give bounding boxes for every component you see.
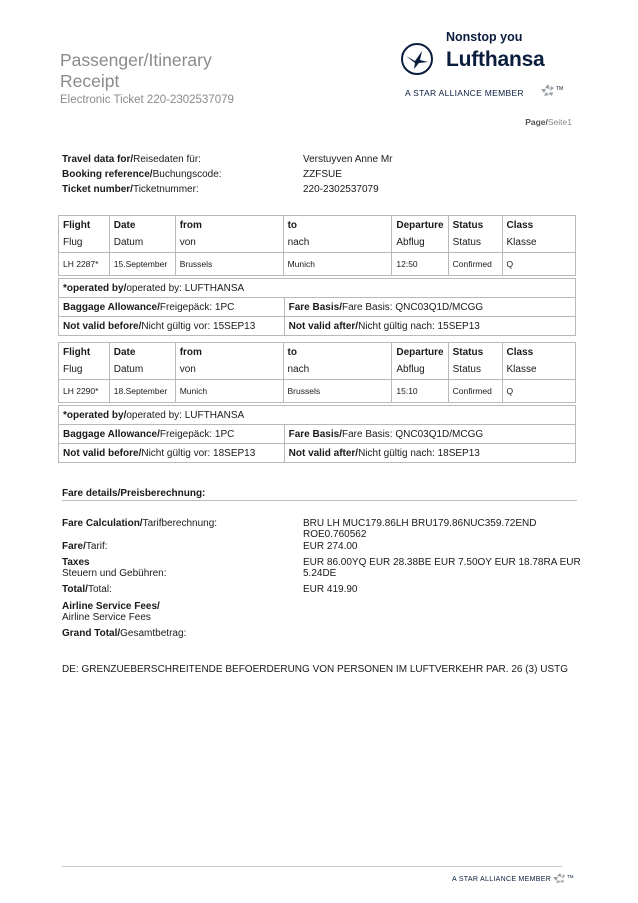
nva-value: Nicht gültig nach: 18SEP13 [358,447,480,459]
fare-label-de: Tarif: [85,541,108,552]
segment-details-2 [58,405,576,463]
operated-by-label: *operated by/ [63,409,127,421]
col-class: Class [502,216,575,236]
column-headers-en [59,216,576,236]
operated-by [59,406,576,425]
fare-details-heading: Fare details/Preisberechnung: [62,488,206,499]
fare-basis-label: Fare Basis/ [288,428,342,440]
tax-footnote: DE: GRENZUEBERSCHREITENDE BEFOERDERUNG VON PERSONEN IM LUFTVERKEHR PAR. 26 (3) USTG [62,664,569,675]
col-datum: Datum [109,362,175,380]
total-value: EUR 419.90 [303,584,358,595]
service-fees-label-de: Airline Service Fees [62,612,151,623]
alliance-tm: TM [556,86,563,92]
baggage-value: Freigepäck: 1PC [159,428,235,440]
fare-basis [284,425,575,444]
baggage-allowance [59,298,285,317]
flight-segment-table-1 [58,215,576,276]
ticket-label-en: Ticket number/ [62,184,133,195]
column-headers-de [59,362,576,380]
nvb-value: Nicht gültig vor: 18SEP13 [141,447,256,459]
destination: Munich [283,253,392,276]
destination: Brussels [283,380,392,403]
taxes-label-en: Taxes [62,557,90,568]
nvb-label: Not valid before/ [63,320,142,332]
col-from: from [175,216,283,236]
col-date: Date [109,216,175,236]
col-flug: Flug [59,362,110,380]
star-alliance-icon [537,83,563,104]
segment-details-1 [58,278,576,336]
star-alliance-icon [550,872,574,891]
booking-status: Confirmed [448,253,502,276]
document-title [60,50,212,92]
ticket-number: 220-2302537079 [303,184,379,195]
col-status: Status [448,343,502,363]
service-fees-label-en: Airline Service Fees/ [62,601,160,612]
fare-basis-label: Fare Basis/ [288,301,342,313]
col-flight: Flight [59,216,110,236]
travel-data-row [62,154,582,168]
col-date: Date [109,343,175,363]
taxes-label [62,557,167,579]
fare-label [62,541,108,552]
flight-number: LH 2287* [59,253,110,276]
booking-code: ZZFSUE [303,169,342,180]
total-label [62,584,112,595]
travel-data-label-de: Reisedaten für: [133,154,201,165]
fare-label-en: Fare/ [62,541,86,552]
ticket-subtitle: Electronic Ticket 220-2302537079 [60,94,234,106]
column-headers-en [59,343,576,363]
total-label-de: Total: [87,584,112,595]
col-flug: Flug [59,235,110,253]
nvb-value: Nicht gültig vor: 15SEP13 [141,320,256,332]
footer-alliance-label: A STAR ALLIANCE MEMBER [452,876,552,883]
col-status: Status [448,216,502,236]
baggage-label: Baggage Allowance/ [63,428,160,440]
origin: Munich [175,380,283,403]
flight-segment-table-2 [58,342,576,403]
not-valid-before [59,317,285,336]
col-von: von [175,362,283,380]
fare-calc-label-en: Fare Calculation/ [62,518,143,529]
grand-total-label-en: Grand Total/ [62,628,121,639]
fare-basis-value: Fare Basis: QNC03Q1D/MCGG [342,428,484,440]
baggage-allowance [59,425,285,444]
col-class: Class [502,343,575,363]
baggage-value: Freigepäck: 1PC [159,301,235,313]
page-label: Page/ [525,117,548,127]
col-departure: Departure [392,216,448,236]
booking-class: Q [502,253,575,276]
col-abflug: Abflug [392,235,448,253]
col-from: from [175,343,283,363]
fare-calc-value: BRU LH MUC179.86LH BRU179.86NUC359.72END ROE0.760562 [303,518,537,540]
grand-total-label [62,628,186,639]
title-line-1: Passenger/Itinerary [60,50,212,70]
col-status-de: Status [448,362,502,380]
brand-name: Lufthansa [446,48,545,71]
col-status-de: Status [448,235,502,253]
col-klasse: Klasse [502,362,575,380]
fare-calc-label [62,518,217,529]
taxes-value: EUR 86.00YQ EUR 28.38BE EUR 7.50OY EUR 18.78RA EUR 5.24DE [303,557,581,579]
departure-time: 15:10 [392,380,448,403]
nvb-label: Not valid before/ [63,447,142,459]
page-number [525,117,572,127]
fare-value: EUR 274.00 [303,541,358,552]
nva-label: Not valid after/ [288,447,359,459]
col-nach: nach [283,362,392,380]
divider [62,500,577,501]
fare-calc-label-de: Tarifberechnung: [142,518,218,529]
nva-value: Nicht gültig nach: 15SEP13 [358,320,480,332]
column-headers-de [59,235,576,253]
brand-tagline: Nonstop you [446,30,523,44]
col-abflug: Abflug [392,362,448,380]
origin: Brussels [175,253,283,276]
not-valid-after [284,444,575,463]
alliance-label: A STAR ALLIANCE MEMBER [405,88,524,98]
passenger-name: Verstuyven Anne Mr [303,154,393,165]
fare-basis-value: Fare Basis: QNC03Q1D/MCGG [342,301,484,313]
col-datum: Datum [109,235,175,253]
flight-date: 15.September [109,253,175,276]
booking-label-en: Booking reference/ [62,169,153,180]
col-klasse: Klasse [502,235,575,253]
operated-by-value: operated by: LUFTHANSA [126,282,245,294]
col-flight: Flight [59,343,110,363]
col-to: to [283,216,392,236]
travel-data-label-en: Travel data for/ [62,154,134,165]
flight-number: LH 2290* [59,380,110,403]
operated-by-label: *operated by/ [63,282,127,294]
table-row [59,253,576,276]
title-line-2: Receipt [60,71,120,91]
ticket-label-de: Ticketnummer: [132,184,199,195]
fare-basis [284,298,575,317]
table-row [59,380,576,403]
flight-date: 18.September [109,380,175,403]
col-to: to [283,343,392,363]
footer-divider [62,866,562,867]
col-departure: Departure [392,343,448,363]
nva-label: Not valid after/ [288,320,359,332]
departure-time: 12:50 [392,253,448,276]
booking-status: Confirmed [448,380,502,403]
operated-by-value: operated by: LUFTHANSA [126,409,245,421]
booking-ref-row [62,169,582,183]
grand-total-label-de: Gesamtbetrag: [120,628,187,639]
taxes-label-de: Steuern und Gebühren: [62,568,167,579]
not-valid-before [59,444,285,463]
booking-class: Q [502,380,575,403]
lufthansa-crane-icon [400,42,434,81]
baggage-label: Baggage Allowance/ [63,301,160,313]
service-fees-label [62,601,160,623]
ticket-number-row [62,184,582,198]
not-valid-after [284,317,575,336]
page-value: Seite1 [547,117,572,127]
footer-alliance-tm: TM [567,874,574,879]
operated-by [59,279,576,298]
col-nach: nach [283,235,392,253]
total-label-en: Total/ [62,584,88,595]
col-von: von [175,235,283,253]
booking-label-de: Buchungscode: [152,169,222,180]
